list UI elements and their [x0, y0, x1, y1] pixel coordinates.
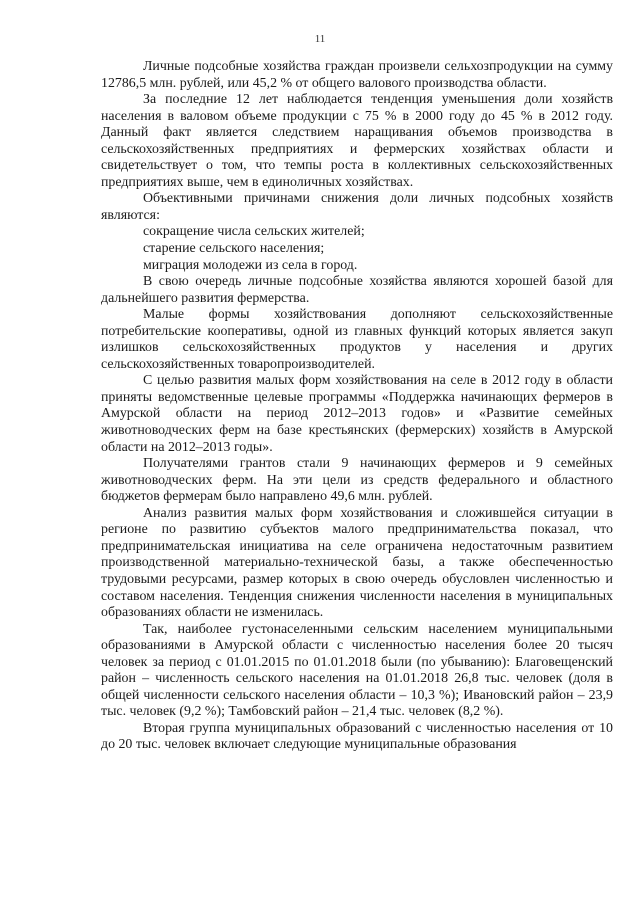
paragraph-reasons-intro: Объективными причинами снижения доли личных подсобных хозяйств являются:	[101, 191, 613, 223]
paragraph-share-trend: За последние 12 лет наблюдается тенденция уменьшения доли хозяйств населения в валовом объеме продукции с 75 % в 2000 году до 45 % в 2012 году. Данный факт является следствием наращивания объемов производства в сельскохозяйственных предприятиях и фермерских хозяйствах области и свидетельствует о том, что темпы роста в коллективных сельскохозяйственных предприятиях выше, чем в единоличных хозяйствах.	[101, 92, 613, 190]
paragraph-farming-base: В свою очередь личные подсобные хозяйства являются хорошей базой для дальнейшего развития фермерства.	[101, 274, 613, 306]
page-number: 11	[314, 33, 326, 45]
body-text	[101, 59, 613, 754]
paragraph-grants: Получателями грантов стали 9 начинающих фермеров и 9 семейных животноводческих ферм. На эти цели из средств федерального и областного бюджетов фермерам было направлено 49,6 млн. рублей.	[101, 456, 613, 505]
paragraph-population-districts: Так, наиболее густонаселенными сельским населением муниципальными образованиями в Амурской области с численностью населения более 20 тысяч человек за период с 01.01.2015 по 01.01.2018 были (по убыванию): Благовещенский район – численность сельского населения на 01.01.2018 26,8 тыс. человек (доля в общей численности сельского населения области – 10,3 %); Ивановский район – 23,9 тыс. человек (9,2 %); Тамбовский район – 21,4 тыс. человек (8,2 %).	[101, 621, 613, 720]
reason-item: сокращение числа сельских жителей;	[143, 224, 365, 240]
paragraph-small-forms: Малые формы хозяйствования дополняют сельскохозяйственные потребительские кооперативы, одной из главных функций которых является закуп излишков сельскохозяйственных продуктов у населения и других сельскохозяйственных товаропроизводителей.	[101, 307, 613, 372]
paragraph-programs: С целью развития малых форм хозяйствования на селе в 2012 году в области приняты ведомственные целевые программы «Поддержка начинающих фермеров в Амурской области на период 2012–2013 годов» и «Развитие семейных животноводческих ферм на базе крестьянских (фермерских) хозяйств в Амурской области на 2012–2013 годы».	[101, 373, 613, 455]
reason-item: миграция молодежи из села в город.	[143, 257, 358, 273]
paragraph-household-output: Личные подсобные хозяйства граждан произвели сельхозпродукции на сумму 12786,5 млн. рублей, или 45,2 % от общего валового производства области.	[101, 59, 613, 91]
paragraph-analysis: Анализ развития малых форм хозяйствования и сложившейся ситуации в регионе по развитию субъектов малого предпринимательства показал, что предпринимательская инициатива на селе ограничена недостаточным развитием производственной материально-технической базы, а также обеспеченностью трудовыми ресурсами, размер которых в свою очередь обусловлен численностью и составом населения. Тенденция снижения численности населения в муниципальных образованиях области не изменилась.	[101, 505, 613, 621]
paragraph-second-group: Вторая группа муниципальных образований с численностью населения от 10 до 20 тыс. человек включает следующие муниципальные образования	[101, 720, 613, 753]
reason-item: старение сельского населения;	[143, 241, 325, 257]
